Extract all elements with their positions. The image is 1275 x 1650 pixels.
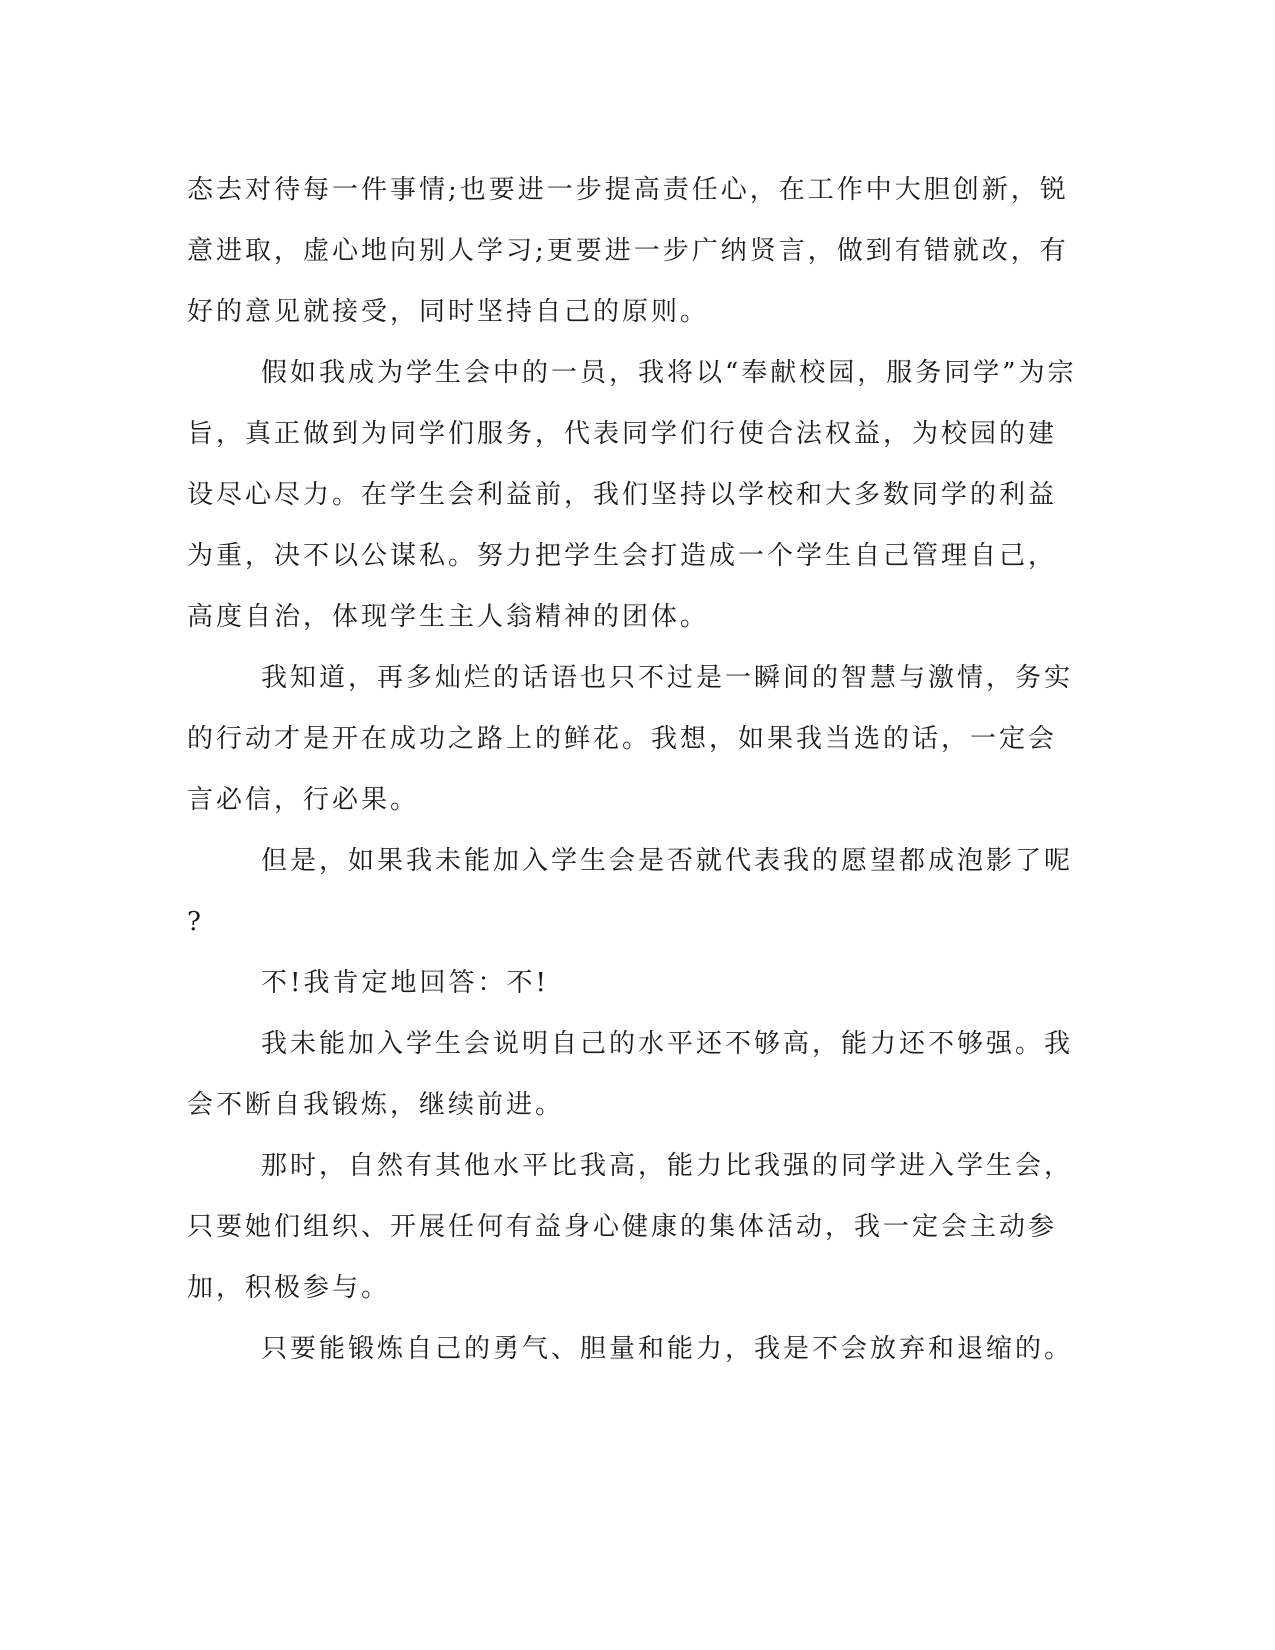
text-line: 设尽心尽力。在学生会利益前，我们坚持以学校和大多数同学的利益 (187, 480, 1058, 510)
paragraph-start-line: 那时，自然有其他水平比我高，能力比我强的同学进入学生会， (261, 1151, 1074, 1181)
text-line: 态去对待每一件事情;也要进一步提高责任心，在工作中大胆创新，锐 (187, 175, 1069, 205)
paragraph-start-line: 假如我成为学生会中的一员，我将以“奉献校园，服务同学”为宗 (261, 358, 1077, 388)
text-line: 会不断自我锻炼，继续前进。 (187, 1090, 565, 1120)
text-line: 言必信，行必果。 (187, 785, 420, 815)
paragraph-start-line: 只要能锻炼自己的勇气、胆量和能力，我是不会放弃和退缩的。 (261, 1334, 1074, 1364)
text-line: 意进取，虚心地向别人学习;更要进一步广纳贤言，做到有错就改，有 (187, 236, 1069, 266)
text-line: 旨，真正做到为同学们服务，代表同学们行使合法权益，为校园的建 (187, 419, 1058, 449)
text-line: 为重，决不以公谋私。努力把学生会打造成一个学生自己管理自己， (187, 541, 1058, 571)
paragraph-start-line: 我知道，再多灿烂的话语也只不过是一瞬间的智慧与激情，务实 (261, 663, 1074, 693)
text-line: 只要她们组织、开展任何有益身心健康的集体活动，我一定会主动参 (187, 1212, 1058, 1242)
text-line: 加，积极参与。 (187, 1273, 391, 1303)
paragraph-start-line: 我未能加入学生会说明自己的水平还不够高，能力还不够强。我 (261, 1029, 1074, 1059)
paragraph-start-line: 不!我肯定地回答：不! (261, 968, 549, 998)
text-line: 好的意见就接受，同时坚持自己的原则。 (187, 297, 710, 327)
paragraph-start-line: 但是，如果我未能加入学生会是否就代表我的愿望都成泡影了呢 (261, 846, 1074, 876)
text-line: 的行动才是开在成功之路上的鲜花。我想，如果我当选的话，一定会 (187, 724, 1058, 754)
document-body (187, 160, 1077, 1380)
text-line: 高度自治，体现学生主人翁精神的团体。 (187, 602, 710, 632)
text-line: ? (187, 907, 204, 937)
